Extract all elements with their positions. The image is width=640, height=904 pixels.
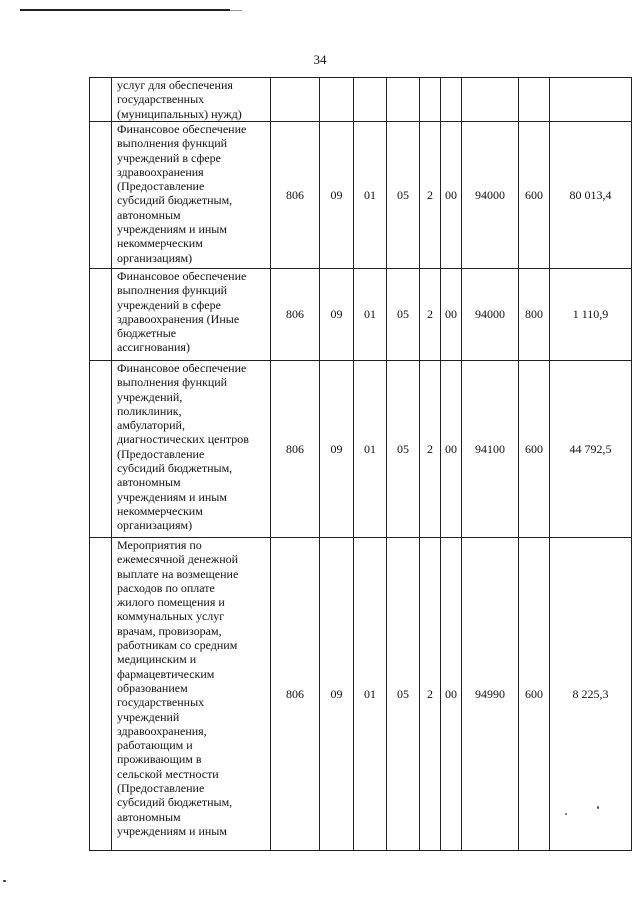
main-event-code-cell: 00 [441,361,462,538]
subsection-code-cell [354,78,387,122]
row-index-cell [90,269,112,361]
row-name-cell [112,361,271,538]
subprogram-code-cell: 2 [420,361,441,538]
section-code-cell: 09 [320,269,354,361]
program-code-cell [387,78,420,122]
row-name: Мероприятия по ежемесячной денежной выплате на возмещение расходов по оплате жилого помещения и коммунальных услуг врачам, провизорам, работникам со средним медицинским и фармацевтическим образованием государственных учреждений здравоохранения, работающим и проживающим в сельской местности (Предоставление субсидий бюджетным, автономным учреждениям и иным [117,538,239,838]
expense-type-cell: 600 [519,538,550,851]
budget-table [89,77,632,851]
row-name-cell [112,269,271,361]
scan-speck [3,880,6,882]
ministry-code-cell: 806 [271,538,320,851]
main-event-code-cell [441,78,462,122]
amount-cell: 44 792,5 [550,361,632,538]
table-row [90,122,632,269]
subsection-code-cell: 01 [354,538,387,851]
row-index-cell [90,78,112,122]
section-code-cell: 09 [320,361,354,538]
expense-type-cell: 600 [519,361,550,538]
top-rule [20,9,230,11]
row-index-cell [90,122,112,269]
ministry-code-cell: 806 [271,269,320,361]
amount-cell [550,78,632,122]
page-number: 34 [313,52,327,67]
row-index-cell [90,538,112,851]
table-row [90,538,632,851]
section-code-cell: 09 [320,122,354,269]
row-name: услуг для обеспечения государственных (муниципальных) нужд) [117,78,242,121]
expense-type-cell: 800 [519,269,550,361]
main-event-code-cell: 00 [441,538,462,851]
direction-code-cell: 94000 [462,269,519,361]
ministry-code-cell: 806 [271,122,320,269]
main-event-code-cell: 00 [441,122,462,269]
table-row [90,361,632,538]
row-name-cell [112,122,271,269]
row-name: Финансовое обеспечение выполнения функций учреждений в сфере здравоохранения (Предоставление субсидий бюджетным, автономным учреждениям и иным некоммерческим организациям) [117,122,247,265]
program-code-cell: 05 [387,122,420,269]
amount-cell: 80 013,4 [550,122,632,269]
direction-code-cell: 94000 [462,122,519,269]
section-code-cell: 09 [320,538,354,851]
section-code-cell [320,78,354,122]
direction-code-cell: 94990 [462,538,519,851]
expense-type-cell [519,78,550,122]
top-rule-tail [230,10,242,11]
subprogram-code-cell [420,78,441,122]
row-index-cell [90,361,112,538]
subprogram-code-cell: 2 [420,269,441,361]
subprogram-code-cell: 2 [420,538,441,851]
row-name-cell [112,78,271,122]
amount-cell: 8 225,3 [550,538,632,851]
row-name: Финансовое обеспечение выполнения функций учреждений в сфере здравоохранения (Иные бюджетные ассигнования) [117,269,247,355]
program-code-cell: 05 [387,361,420,538]
ministry-code-cell: 806 [271,361,320,538]
expense-type-cell: 600 [519,122,550,269]
direction-code-cell [462,78,519,122]
scan-speck [597,806,599,809]
table-row [90,269,632,361]
row-name: Финансовое обеспечение выполнения функций учреждений, поликлиник, амбулаторий, диагностических центров (Предоставление субсидий бюджетным, автономным учреждениям и иным некоммерческим организациям) [117,361,249,533]
main-event-code-cell: 00 [441,269,462,361]
program-code-cell: 05 [387,269,420,361]
scan-speck [565,813,567,815]
direction-code-cell: 94100 [462,361,519,538]
ministry-code-cell [271,78,320,122]
subprogram-code-cell: 2 [420,122,441,269]
subsection-code-cell: 01 [354,361,387,538]
program-code-cell: 05 [387,538,420,851]
row-name-cell [112,538,271,851]
amount-cell: 1 110,9 [550,269,632,361]
subsection-code-cell: 01 [354,269,387,361]
table-row [90,78,632,122]
subsection-code-cell: 01 [354,122,387,269]
